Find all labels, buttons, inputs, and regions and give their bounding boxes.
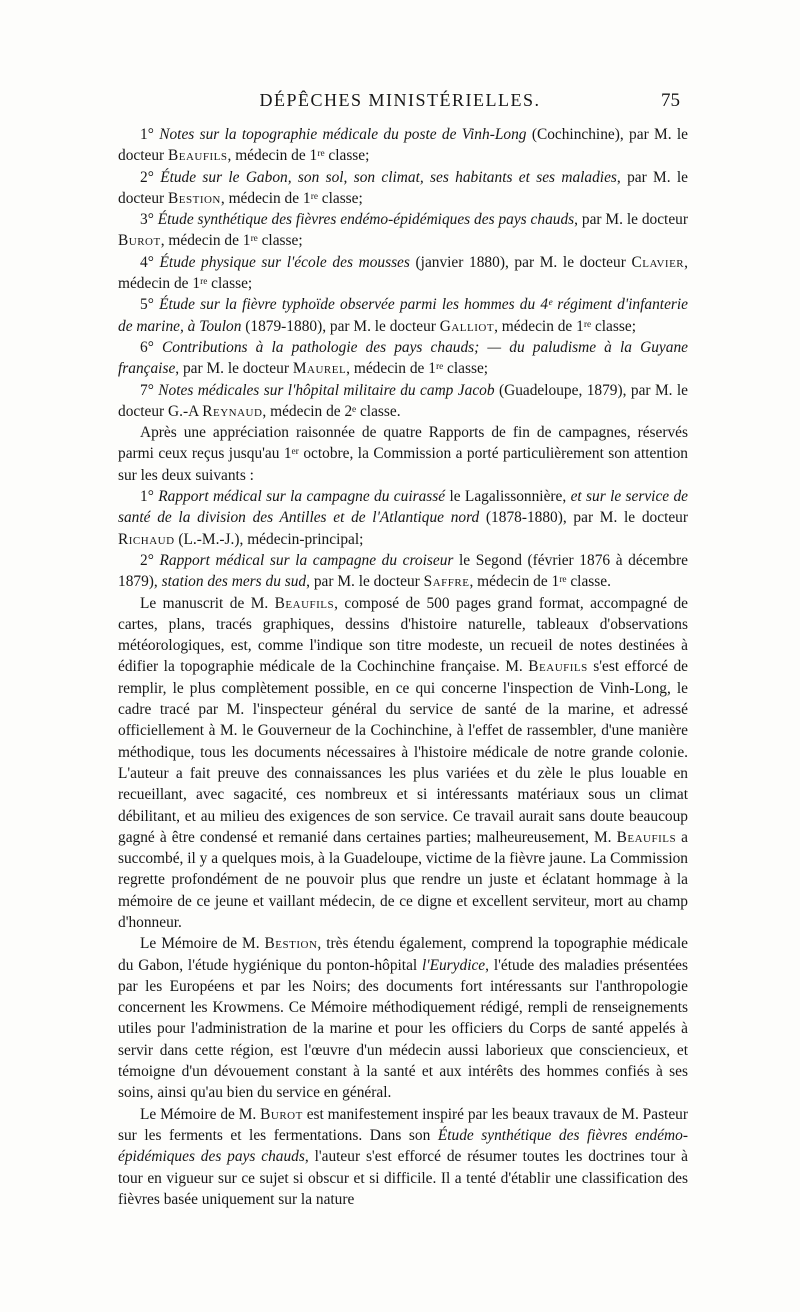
intro-paragraph: Après une appréciation raisonnée de quatre Rapports de fin de campagnes, réservés parmi ceux reçus jusqu'au 1ᵉʳ octobre, la Commission a porté particulièrement son attention sur les deux suivants :: [118, 424, 688, 484]
list-item: 7° Notes médicales sur l'hôpital militaire du camp Jacob (Guadeloupe, 1879), par M. le docteur G.-A Reynaud, médecin de 2ᵉ classe.: [118, 381, 688, 420]
list-item: 2° Étude sur le Gabon, son sol, son climat, ses habitants et ses maladies, par M. le docteur Bestion, médecin de 1ʳᵉ classe;: [118, 168, 688, 207]
page-number: 75: [661, 90, 680, 111]
list-item: 3° Étude synthétique des fièvres endémo-épidémiques des pays chauds, par M. le docteur Burot, médecin de 1ʳᵉ classe;: [118, 211, 688, 250]
report-item: 2° Rapport médical sur la campagne du croiseur le Segond (février 1876 à décembre 1879), station des mers du sud, par M. le docteur Saffre, médecin de 1ʳᵉ classe.: [118, 551, 688, 591]
report-item: 1° Rapport médical sur la campagne du cuirassé le Lagalissonnière, et sur le service de santé de la division des Antilles et de l'Atlantique nord (1878-1880), par M. le docteur Richaud (L.-M.-J.), médecin-principal;: [118, 488, 689, 548]
body-text: [118, 124, 688, 1210]
running-title: DÉPÊCHES MINISTÉRIELLES.: [259, 90, 541, 110]
list-item: 5° Étude sur la fièvre typhoïde observée parmi les hommes du 4ᵉ régiment d'infanterie de marine, à Toulon (1879-1880), par M. le docteur Galliot, médecin de 1ʳᵉ classe;: [118, 296, 688, 335]
list-item: 4° Étude physique sur l'école des mousses (janvier 1880), par M. le docteur Clavier, médecin de 1ʳᵉ classe;: [118, 253, 689, 293]
page-header: [0, 90, 800, 116]
paragraph-beaufils: Le manuscrit de M. Beaufils, composé de 500 pages grand format, accompagné de cartes, plans, tracés graphiques, dessins d'histoire naturelle, tableaux d'observations météorologiques, est, comme l'indique son titre modeste, un recueil de notes destinées à édifier la topographie médicale de la Cochinchine française. M. Beaufils s'est efforcé de remplir, le plus complètement possible, en ce qui concerne l'inspection de Vinh-Long, le cadre tracé par M. l'inspecteur général du service de santé de la marine, et adressé officiellement à M. le Gouverneur de la Cochinchine, à l'effet de rassembler, d'une manière méthodique, tous les documents nécessaires à l'histoire médicale de notre grande colonie. L'auteur a fait preuve des connaissances les plus variées et du zèle le plus louable en recueillant, avec sagacité, ces nombreux et si intéressants matériaux sous un climat débilitant, et au milieu des exigences de son service. Ce travail aurait sans doute beaucoup gagné à être condensé et remanié dans certaines parties; malheureusement, M. Beaufils a succombé, il y a quelques mois, à la Guadeloupe, victime de la fièvre jaune. La Commission regrette profondément de ne pouvoir plus que rendre un juste et éclatant hommage à la mémoire de ce jeune et vaillant médecin, de ce digne et excellent serviteur, mort au champ d'honneur.: [118, 594, 689, 931]
paragraph-burot: Le Mémoire de M. Burot est manifestement inspiré par les beaux travaux de M. Pasteur sur les ferments et les fermentations. Dans son Étude synthétique des fièvres endémo-épidémiques des pays chauds, l'auteur s'est efforcé de résumer toutes les doctrines tour à tour en vigueur sur ce sujet si obscur et si difficile. Il a tenté d'établir une classification des fièvres basée uniquement sur la nature: [118, 1105, 688, 1208]
paragraph-bestion: Le Mémoire de M. Bestion, très étendu également, comprend la topographie médicale du Gabon, l'étude hygiénique du ponton-hôpital l'Eurydice, l'étude des maladies présentées par les Européens et par les Noirs; des documents fort intéressants sur l'anthropologie concernent les Krowmens. Ce Mémoire méthodiquement rédigé, rempli de renseignements utiles pour l'administration de la marine et pour les officiers du Corps de santé appelés à servir dans cette région, est l'œuvre d'un médecin aussi laborieux que consciencieux, et témoigne d'un dévouement constant à la santé et aux intérêts des hommes confiés à ses soins, ainsi qu'au bien du service en général.: [118, 935, 688, 1102]
list-item: 1° Notes sur la topographie médicale du poste de Vinh-Long (Cochinchine), par M. le docteur Beaufils, médecin de 1ʳᵉ classe;: [118, 126, 688, 165]
list-item: 6° Contributions à la pathologie des pays chauds; — du paludisme à la Guyane française, par M. le docteur Maurel, médecin de 1ʳᵉ classe;: [118, 338, 688, 378]
